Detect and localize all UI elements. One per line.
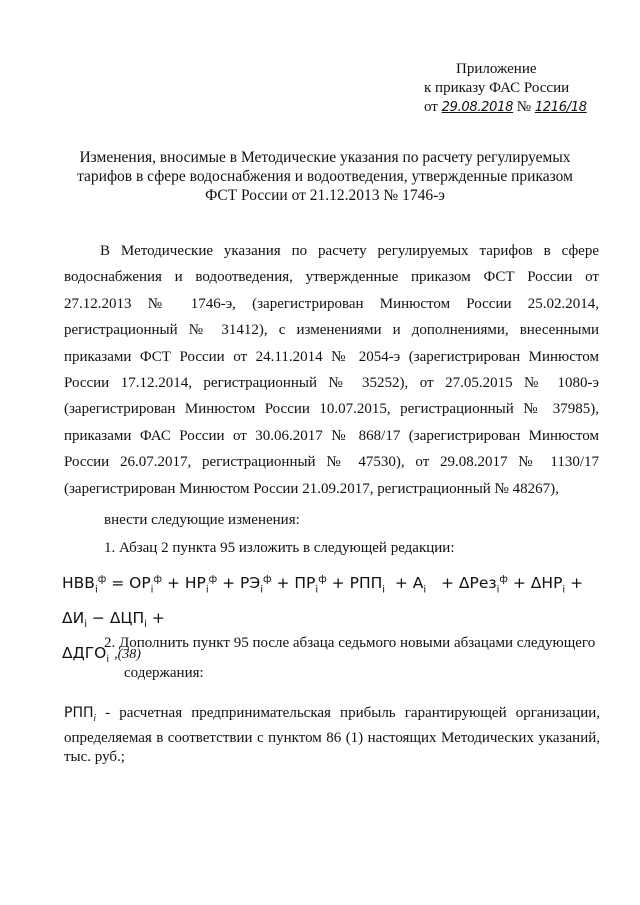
definition-text: - расчетная предпринимательская прибыль гарантирующей организации, определяемая в соответствии с пунктом 86 (1) настоящих Методических указаний, тыс. руб.; (64, 705, 600, 765)
definition-symbol: $РПП_i$ (64, 705, 97, 724)
appendix-order-ref: к приказу ФАС России (424, 80, 570, 96)
number-prefix: № (516, 99, 532, 115)
intro-line: внести следующие изменения: (104, 512, 300, 528)
list-item-1: 1. Абзац 2 пункта 95 изложить в следующей редакции: (104, 540, 455, 556)
formula-number: ,(38) (114, 647, 141, 663)
handwritten-number: 1216/18 (534, 100, 587, 115)
appendix-title: Приложение (456, 61, 537, 77)
definition-rpp (64, 704, 600, 767)
formula-38: $НВВ_i^ф = ОР_i^ф + НР_i^ф + РЭ_i^ф + ПР_i^ф + РПП_i + А_i + \Delta Рез_i^ф + \Delta НР_i + \Delta И_i - \Delta ЦП_i$ + $\Delta ДГО_i$ ,(38) (62, 574, 584, 666)
appendix-header (424, 60, 624, 117)
list-item-2-line2: содержания: (124, 665, 204, 681)
list-item-2 (104, 628, 600, 688)
date-prefix: от (424, 99, 438, 115)
handwritten-date: 29.08.2018 (441, 100, 514, 115)
body-paragraph: В Методические указания по расчету регулируемых тарифов в сфере водоснабжения и водоотведения, утвержденные приказом ФСТ России от 27.12.2013 № 1746-э, (зарегистрирован Минюстом России 25.02.2014, регистрационный № 31412), с изменениями и дополнениями, внесенными приказами ФСТ России от 24.11.2014 № 2054-э (зарегистрирован Минюстом России 17.12.2014, регистрационный № 35252), от 27.05.2015 № 1080-э (зарегистрирован Минюстом России 10.07.2015, регистрационный № 37985), приказами ФАС России от 30.06.2017 № 868/17 (зарегистрирован Минюстом России 26.07.2017, регистрационный № 47530), от 29.08.2017 № 1130/17 (зарегистрирован Минюстом России 21.09.2017, регистрационный № 48267), (64, 243, 599, 497)
document-title: Изменения, вносимые в Методические указания по расчету регулируемых тарифов в сфере водоснабжения и водоотведения, утвержденные приказом ФСТ России от 21.12.2013 № 1746-э (77, 149, 573, 204)
list-item-2-line1: 2. Дополнить пункт 95 после абзаца седьмого новыми абзацами следующего (104, 635, 596, 651)
appendix-date-number (424, 98, 624, 117)
body-text (64, 238, 599, 502)
